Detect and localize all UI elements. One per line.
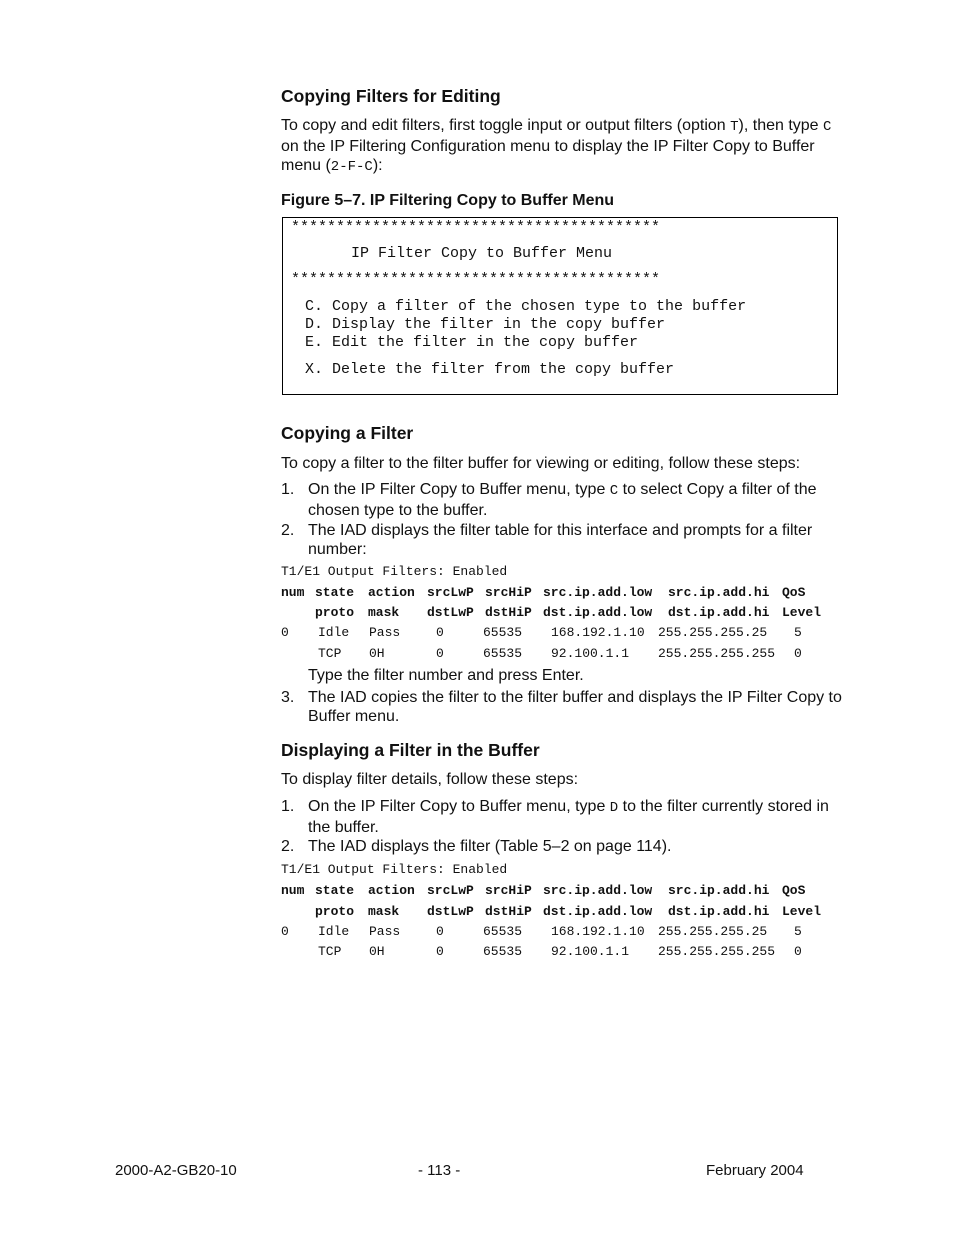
menu-option-delete: X. Delete the filter from the copy buffer bbox=[305, 361, 675, 378]
table-header: QoS bbox=[782, 883, 806, 898]
table-cell: 0 bbox=[794, 646, 802, 661]
figure-title: Figure 5–7. IP Filtering Copy to Buffer Menu bbox=[281, 192, 615, 209]
key-code: D bbox=[609, 800, 619, 816]
para-text: ), then type bbox=[738, 117, 824, 134]
table-header: dstLwP bbox=[427, 904, 474, 919]
table-cell: 92.100.1.1 bbox=[551, 944, 630, 959]
table-cell: 65535 bbox=[483, 944, 523, 959]
table-header: dstLwP bbox=[427, 605, 474, 620]
table-cell: 0 bbox=[436, 646, 444, 661]
table-header: proto bbox=[315, 904, 355, 919]
table-header: dst.ip.add.low bbox=[543, 605, 653, 620]
table-header: mask bbox=[368, 904, 400, 919]
table-cell: 65535 bbox=[483, 924, 523, 939]
table-cell: 0 bbox=[436, 924, 444, 939]
table-cell: 0 bbox=[436, 625, 444, 640]
table-header: dst.ip.add.hi bbox=[668, 605, 770, 620]
table-header: src.ip.add.hi bbox=[668, 585, 770, 600]
footer-doc-number: 2000-A2-GB20-10 bbox=[115, 1162, 237, 1179]
section-heading-displaying-filter: Displaying a Filter in the Buffer bbox=[281, 740, 540, 760]
star-border-top: ***************************************** bbox=[291, 219, 661, 236]
option-code: C bbox=[823, 119, 832, 135]
table-caption: T1/E1 Output Filters: Enabled bbox=[281, 564, 508, 579]
section-intro-paragraph: To display filter details, follow these steps: bbox=[281, 771, 579, 788]
table-header: Level bbox=[782, 605, 822, 620]
table-header: num bbox=[281, 585, 305, 600]
para-text: on the IP Filtering Configuration menu to display the IP Filter Copy to Buffer menu ( bbox=[281, 138, 815, 174]
table-cell: Pass bbox=[369, 924, 401, 939]
table-cell: 0 bbox=[794, 944, 802, 959]
table-header: dstHiP bbox=[485, 904, 532, 919]
table-header: Level bbox=[782, 904, 822, 919]
step-number: 1. bbox=[281, 798, 295, 815]
table-cell: 5 bbox=[794, 625, 802, 640]
table-cell: Idle bbox=[318, 625, 350, 640]
step-number: 2. bbox=[281, 838, 295, 855]
table-cell: 0 bbox=[281, 924, 289, 939]
table-cell: 255.255.255.25 bbox=[658, 924, 768, 939]
menu-option-edit: E. Edit the filter in the copy buffer bbox=[305, 334, 639, 351]
table-cell: TCP bbox=[318, 944, 342, 959]
table-header: state bbox=[315, 585, 355, 600]
step-text: The IAD displays the filter (Table 5–2 on page 114). bbox=[308, 838, 672, 855]
table-cell: 0 bbox=[281, 625, 289, 640]
table-header: mask bbox=[368, 605, 400, 620]
menu-option-copy: C. Copy a filter of the chosen type to the buffer bbox=[305, 298, 747, 315]
table-cell: 65535 bbox=[483, 625, 523, 640]
table-header: srcLwP bbox=[427, 883, 474, 898]
table-cell: TCP bbox=[318, 646, 342, 661]
table-header: dst.ip.add.hi bbox=[668, 904, 770, 919]
table-header: src.ip.add.low bbox=[543, 585, 653, 600]
table-cell: 65535 bbox=[483, 646, 523, 661]
table-cell: 168.192.1.10 bbox=[551, 924, 645, 939]
table-header: num bbox=[281, 883, 305, 898]
table-header: state bbox=[315, 883, 355, 898]
table-header: srcHiP bbox=[485, 585, 532, 600]
step-continuation-text: Type the filter number and press Enter. bbox=[308, 667, 584, 684]
table-cell: 255.255.255.25 bbox=[658, 625, 768, 640]
step-text: The IAD displays the filter table for this interface and prompts for a filter number: bbox=[308, 522, 813, 558]
table-cell: 92.100.1.1 bbox=[551, 646, 630, 661]
table-header: src.ip.add.hi bbox=[668, 883, 770, 898]
table-header: action bbox=[368, 585, 415, 600]
step-text: The IAD copies the filter to the filter buffer and displays the IP Filter Copy to Buffer menu. bbox=[308, 689, 842, 725]
table-header: QoS bbox=[782, 585, 806, 600]
para-text: ): bbox=[372, 157, 383, 174]
table-header: srcLwP bbox=[427, 585, 474, 600]
section-heading-copying-a-filter: Copying a Filter bbox=[281, 423, 414, 443]
table-header: src.ip.add.low bbox=[543, 883, 653, 898]
table-header: srcHiP bbox=[485, 883, 532, 898]
table-cell: 0 bbox=[436, 944, 444, 959]
step-text: On the IP Filter Copy to Buffer menu, type D to the filter currently stored in the buffer. bbox=[308, 798, 829, 836]
menu-screen-box bbox=[282, 217, 838, 395]
step-number: 3. bbox=[281, 689, 295, 706]
table-cell: 255.255.255.255 bbox=[658, 646, 776, 661]
menu-title: IP Filter Copy to Buffer Menu bbox=[351, 245, 613, 262]
option-code: T bbox=[730, 119, 739, 135]
key-code: C bbox=[609, 483, 619, 499]
step-text: On the IP Filter Copy to Buffer menu, type C to select Copy a filter of the chosen type to the buffer. bbox=[308, 481, 817, 519]
table-cell: 0H bbox=[369, 944, 385, 959]
table-cell: Idle bbox=[318, 924, 350, 939]
section-heading-copying-filters: Copying Filters for Editing bbox=[281, 86, 501, 106]
menu-path-code: 2-F-C bbox=[330, 159, 373, 175]
table-cell: 0H bbox=[369, 646, 385, 661]
para-text: To copy and edit filters, first toggle input or output filters (option bbox=[281, 117, 731, 134]
section-intro-paragraph: To copy a filter to the filter buffer for viewing or editing, follow these steps: bbox=[281, 455, 801, 472]
table-header: proto bbox=[315, 605, 355, 620]
menu-option-display: D. Display the filter in the copy buffer bbox=[305, 316, 666, 333]
table-caption: T1/E1 Output Filters: Enabled bbox=[281, 862, 508, 877]
footer-page-number: - 113 - bbox=[418, 1162, 461, 1179]
step-number: 2. bbox=[281, 522, 295, 539]
table-cell: Pass bbox=[369, 625, 401, 640]
table-cell: 5 bbox=[794, 924, 802, 939]
table-cell: 255.255.255.255 bbox=[658, 944, 776, 959]
table-header: dst.ip.add.low bbox=[543, 904, 653, 919]
table-cell: 168.192.1.10 bbox=[551, 625, 645, 640]
footer-date: February 2004 bbox=[706, 1162, 804, 1179]
table-header: dstHiP bbox=[485, 605, 532, 620]
step-number: 1. bbox=[281, 481, 295, 498]
star-border-bottom: ***************************************** bbox=[291, 271, 661, 288]
table-header: action bbox=[368, 883, 415, 898]
section-intro-paragraph bbox=[281, 116, 841, 177]
